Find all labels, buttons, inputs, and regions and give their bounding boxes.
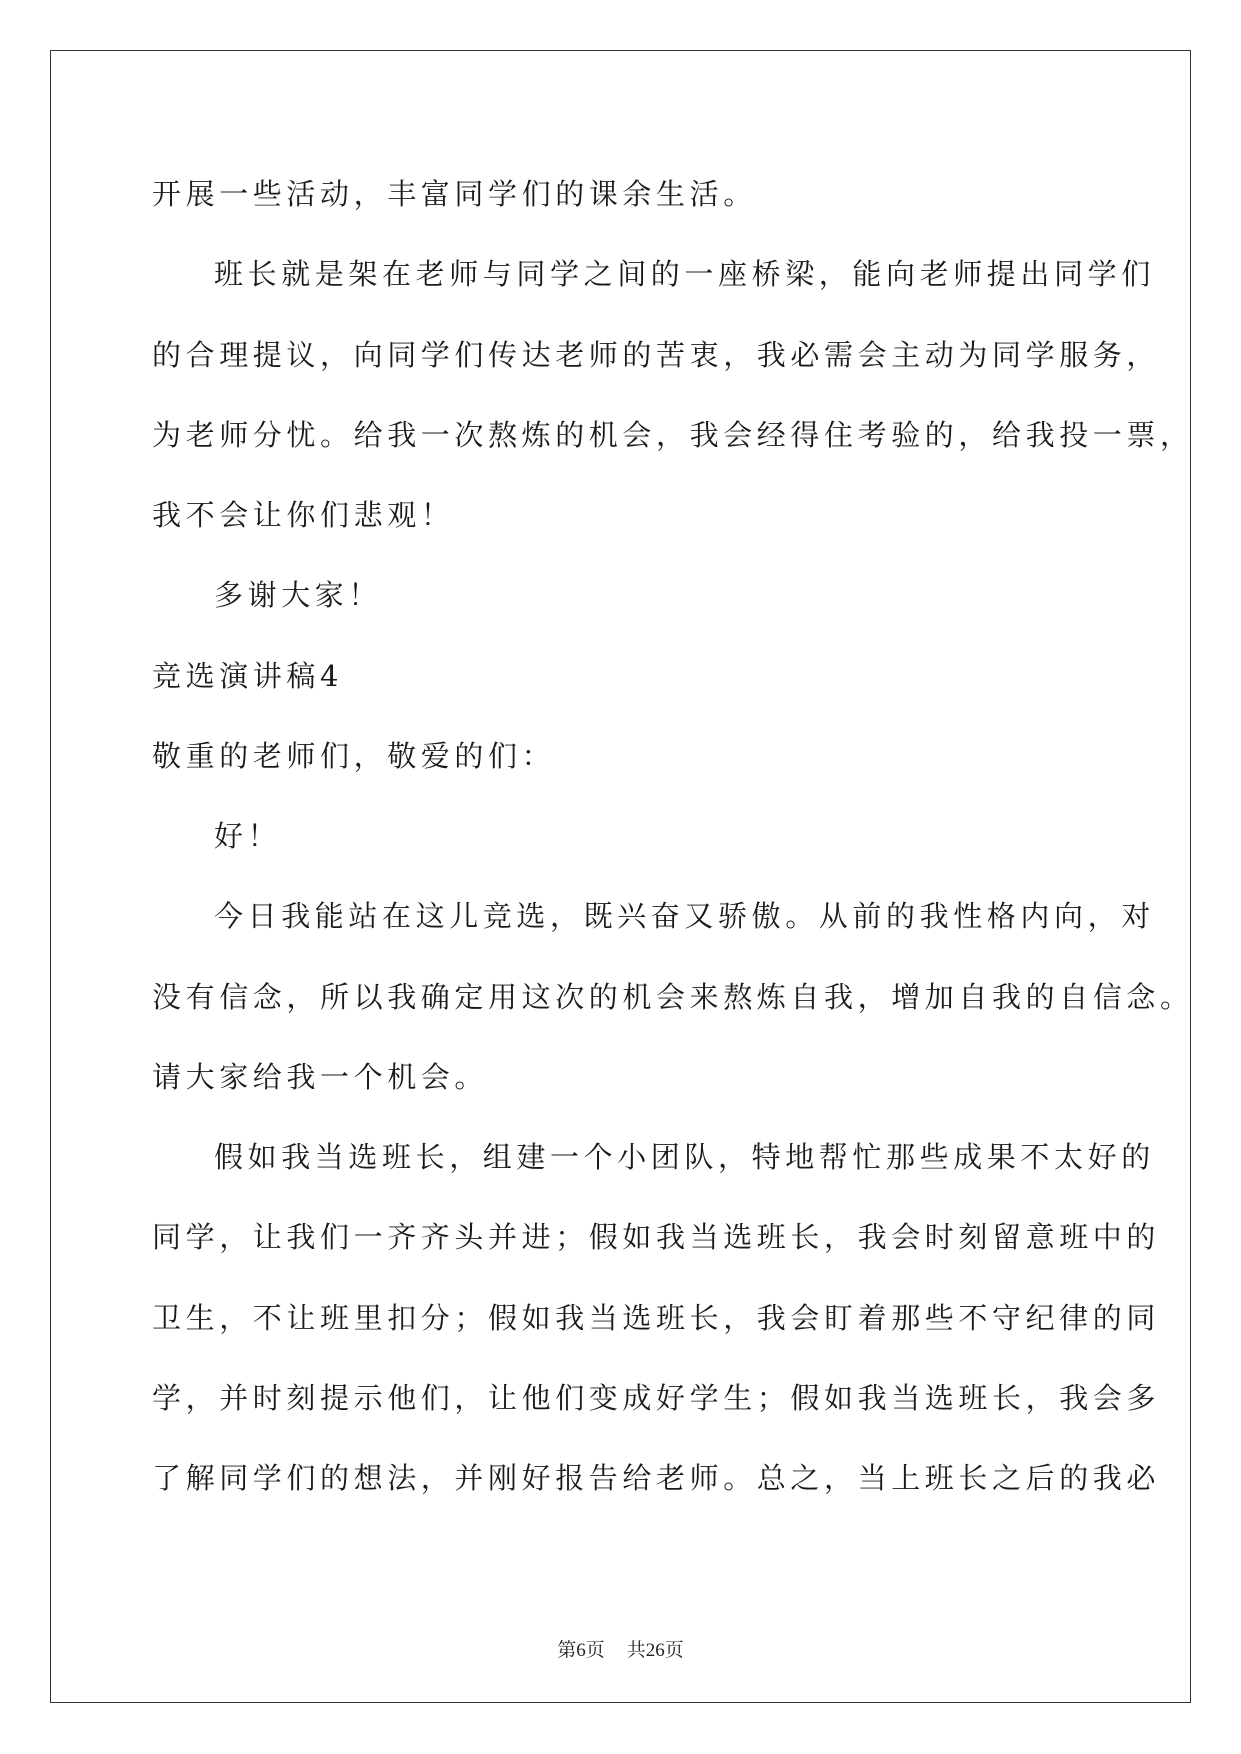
- text-line-1: 开展一些活动，丰富同学们的课余生活。: [152, 177, 757, 211]
- text-line-16: 学，并时刻提示他们，让他们变成好学生；假如我当选班长，我会多: [152, 1381, 1161, 1415]
- text-line-5: 我不会让你们悲观！: [152, 498, 455, 532]
- text-line-3: 的合理提议，向同学们传达老师的苦衷，我必需会主动为同学服务，: [152, 338, 1161, 372]
- page-footer: [0, 1635, 1241, 1662]
- text-line-6: 多谢大家！: [214, 578, 383, 612]
- page-total: 共26页: [626, 1640, 684, 1661]
- text-line-17: 了解同学们的想法，并刚好报告给老师。总之，当上班长之后的我必: [152, 1461, 1161, 1495]
- text-line-13: 假如我当选班长，组建一个小团队，特地帮忙那些成果不太好的: [214, 1140, 1155, 1174]
- text-line-10: 今日我能站在这儿竞选，既兴奋又骄傲。从前的我性格内向，对: [214, 899, 1155, 933]
- text-line-15: 卫生，不让班里扣分；假如我当选班长，我会盯着那些不守纪律的同: [152, 1301, 1161, 1335]
- text-line-14: 同学，让我们一齐齐头并进；假如我当选班长，我会时刻留意班中的: [152, 1220, 1161, 1254]
- page-border: [50, 50, 1191, 1703]
- section-heading: 竞选演讲稿4: [152, 659, 344, 693]
- text-line-4: 为老师分忧。给我一次熬炼的机会，我会经得住考验的，给我投一票，: [152, 418, 1194, 452]
- page-number: 第6页: [557, 1640, 605, 1661]
- text-line-8: 敬重的老师们，敬爱的们：: [152, 739, 556, 773]
- text-line-12: 请大家给我一个机会。: [152, 1060, 489, 1094]
- text-line-11: 没有信念，所以我确定用这次的机会来熬炼自我，增加自我的自信念。: [152, 980, 1194, 1014]
- text-line-9: 好！: [214, 819, 282, 853]
- text-line-2: 班长就是架在老师与同学之间的一座桥梁，能向老师提出同学们: [214, 257, 1155, 291]
